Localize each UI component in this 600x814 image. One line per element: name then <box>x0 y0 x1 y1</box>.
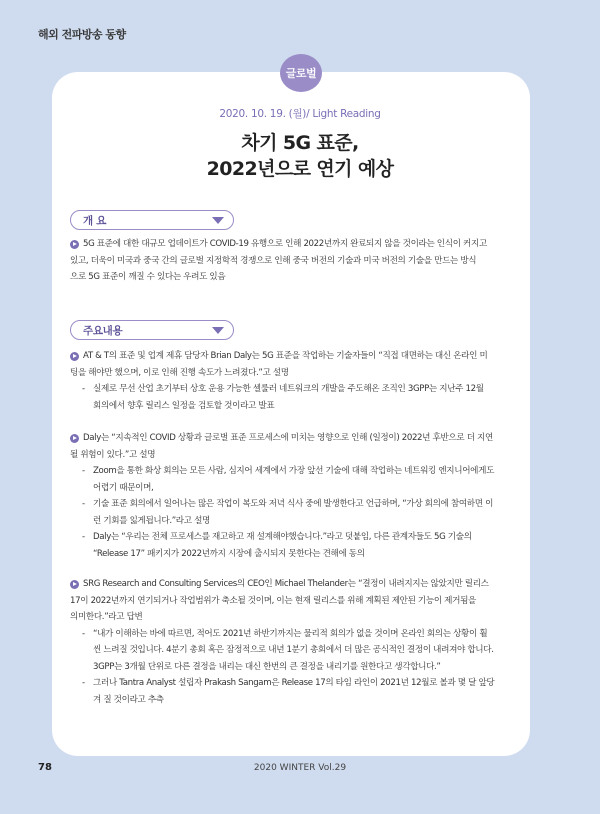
overview-text-line: 있고, 더욱이 미국과 중국 간의 글로벌 지정학적 경쟁으로 인해 중국 버전의 기술과 미국 버전의 기술을 만드는 방식 <box>70 255 477 266</box>
sub-item: - Daly는 “우리는 전체 프로세스를 재고하고 재 설계해야했습니다.”라고 덧붙임, 다른 관계자들도 5G 기술의 “Release 17” 패키지가 2022년까지 시장에 출시되지 못한다는 견해에 동의 <box>70 529 518 562</box>
sub-item: - 실제로 무선 산업 초기부터 상호 운용 가능한 셀룰러 네트워크의 개발을 주도해온 조직인 3GPP는 지난주 12월 회의에서 향후 릴리스 일정을 검토할 것이라고 발표 <box>70 381 518 414</box>
triangle-down-icon <box>212 217 224 224</box>
overview-text-line: 으로 5G 표준이 깨질 수 있다는 우려도 있음 <box>70 272 226 282</box>
bullet-arrow-icon <box>70 240 79 249</box>
overview-heading: 개 요 <box>83 215 107 227</box>
text-line: Daly는 “우리는 전체 프로세스를 재고하고 재 설계해야했습니다.”라고 덧붙임, 다른 관계자들도 5G 기술의 <box>93 532 472 542</box>
main-item-1 <box>70 348 518 414</box>
text-line: 팅을 해야만 했으며, 이로 인해 진행 속도가 느려졌다.”고 설명 <box>70 367 289 378</box>
overview-heading-pill[interactable] <box>70 210 234 230</box>
sub-item: - 기술 표준 회의에서 일어나는 많은 작업이 복도와 저녁 식사 중에 발생한다고 언급하며, “가상 회의에 참여하면 이 런 기회를 잃게됩니다.”라고 설명 <box>70 496 518 529</box>
text-line: 겨 질 것이라고 추측 <box>93 694 164 705</box>
text-line: AT & T의 표준 및 업계 제휴 담당자 Brian Daly는 5G 표준을 작업하는 기술자들이 “직접 대면하는 대신 온라인 미 <box>83 351 488 361</box>
main-bullet <box>70 430 518 447</box>
title-line-1: 차기 5G 표준, <box>241 132 359 154</box>
text-line: Daly는 “지속적인 COVID 상황과 글로벌 표준 프로세스에 미치는 영향으로 인해 (일정이) 2022년 후반으로 더 지연 <box>83 433 493 443</box>
issue-label: 2020 WINTER Vol.29 <box>253 763 347 773</box>
text-line: 어렵기 때문이며, <box>93 482 154 493</box>
title-line-2: 2022년으로 연기 예상 <box>206 158 394 180</box>
main-item-2 <box>70 430 518 562</box>
category-badge: 글로벌 <box>280 54 322 92</box>
text-line: 기술 표준 회의에서 일어나는 많은 작업이 복도와 저녁 식사 중에 발생한다고 언급하며, “가상 회의에 참여하면 이 <box>93 499 494 509</box>
text-line: SRG Research and Consulting Services의 CEO인 Michael Thelander는 “결정이 내려지지는 않았지만 릴리스 <box>83 579 489 589</box>
date-source-line: 2020. 10. 19. (월)/ Light Reading <box>219 108 381 120</box>
text-line: 씬 느려질 것입니다. 4분기 총회 혹은 잠정적으로 내년 1분기 총회에서 더 많은 공식적인 결정이 내려져야 합니다. <box>93 645 494 655</box>
triangle-down-icon <box>212 327 224 334</box>
text-line: 될 위험이 있다.”고 설명 <box>70 449 156 460</box>
text-line: 런 기회를 잃게됩니다.”라고 설명 <box>93 515 210 526</box>
bullet-arrow-icon <box>70 434 79 443</box>
text-line: 그러나 Tantra Analyst 설립자 Prakash Sangam은 Release 17의 타임 라인이 2021년 12월로 볼과 몇 달 앞당 <box>93 678 495 688</box>
sub-item: - Zoom을 통한 화상 회의는 모든 사람, 심지어 세계에서 가장 앞선 기술에 대해 작업하는 네트워킹 엔지니어에게도 어렵기 때문이며, <box>70 463 518 496</box>
text-line: 의미한다.”라고 답변 <box>70 612 143 622</box>
article-title <box>0 130 600 182</box>
text-line: Zoom을 통한 화상 회의는 모든 사람, 심지어 세계에서 가장 앞선 기술에 대해 작업하는 네트워킹 엔지니어에게도 <box>93 466 495 476</box>
text-line: 실제로 무선 산업 초기부터 상호 운용 가능한 셀룰러 네트워크의 개발을 주도해온 조직인 3GPP는 지난주 12월 <box>93 384 484 394</box>
page-number: 78 <box>38 762 52 773</box>
text-line: “Release 17” 패키지가 2022년까지 시장에 출시되지 못한다는 견해에 동의 <box>93 548 365 559</box>
main-bullet <box>70 348 518 365</box>
text-line: 3GPP는 3개월 단위로 다른 결정을 내리는 대신 한번의 큰 결정을 내리기를 원한다고 생각합니다.” <box>93 661 441 672</box>
bullet-arrow-icon <box>70 580 79 589</box>
main-item-3 <box>70 576 518 708</box>
main-heading: 주요내용 <box>83 325 123 337</box>
sub-item: - “내가 이해하는 바에 따르면, 적어도 2021년 하반기까지는 물리적 회의가 없을 것이며 온라인 회의는 상황이 훨 씬 느려질 것입니다. 4분기 총회 혹은 잠정적으로 내년 1분기 총회에서 더 많은 공식적인 결정이 내려져야 합니다. 3GPP는 3개월 단위로 다른 결정을 내리는 대신 한번의 큰 결정을 내리기를 원한다고 생각합니다.” <box>70 626 518 676</box>
section-header: 해외 전파방송 동향 <box>38 28 126 41</box>
text-line: 17이 2022년까지 연기되거나 작업범위가 축소될 것이며, 이는 현재 릴리스를 위해 계획된 제안된 기능이 제거됨을 <box>70 595 476 606</box>
text-line: 회의에서 향후 릴리스 일정을 검토할 것이라고 발표 <box>93 400 275 411</box>
main-heading-pill[interactable] <box>70 320 234 340</box>
main-bullet <box>70 576 518 593</box>
text-line: “내가 이해하는 바에 따르면, 적어도 2021년 하반기까지는 물리적 회의가 없을 것이며 온라인 회의는 상황이 훨 <box>93 628 488 639</box>
overview-paragraph <box>70 236 518 286</box>
bullet-arrow-icon <box>70 352 79 361</box>
overview-text-line: 5G 표준에 대한 대규모 업데이트가 COVID-19 유행으로 인해 2022년까지 완료되지 않을 것이라는 인식이 커지고 <box>83 239 487 249</box>
sub-item: - 그러나 Tantra Analyst 설립자 Prakash Sangam은 Release 17의 타임 라인이 2021년 12월로 볼과 몇 달 앞당 겨 질 것이라고 추측 <box>70 675 518 708</box>
overview-bullet <box>70 236 518 253</box>
